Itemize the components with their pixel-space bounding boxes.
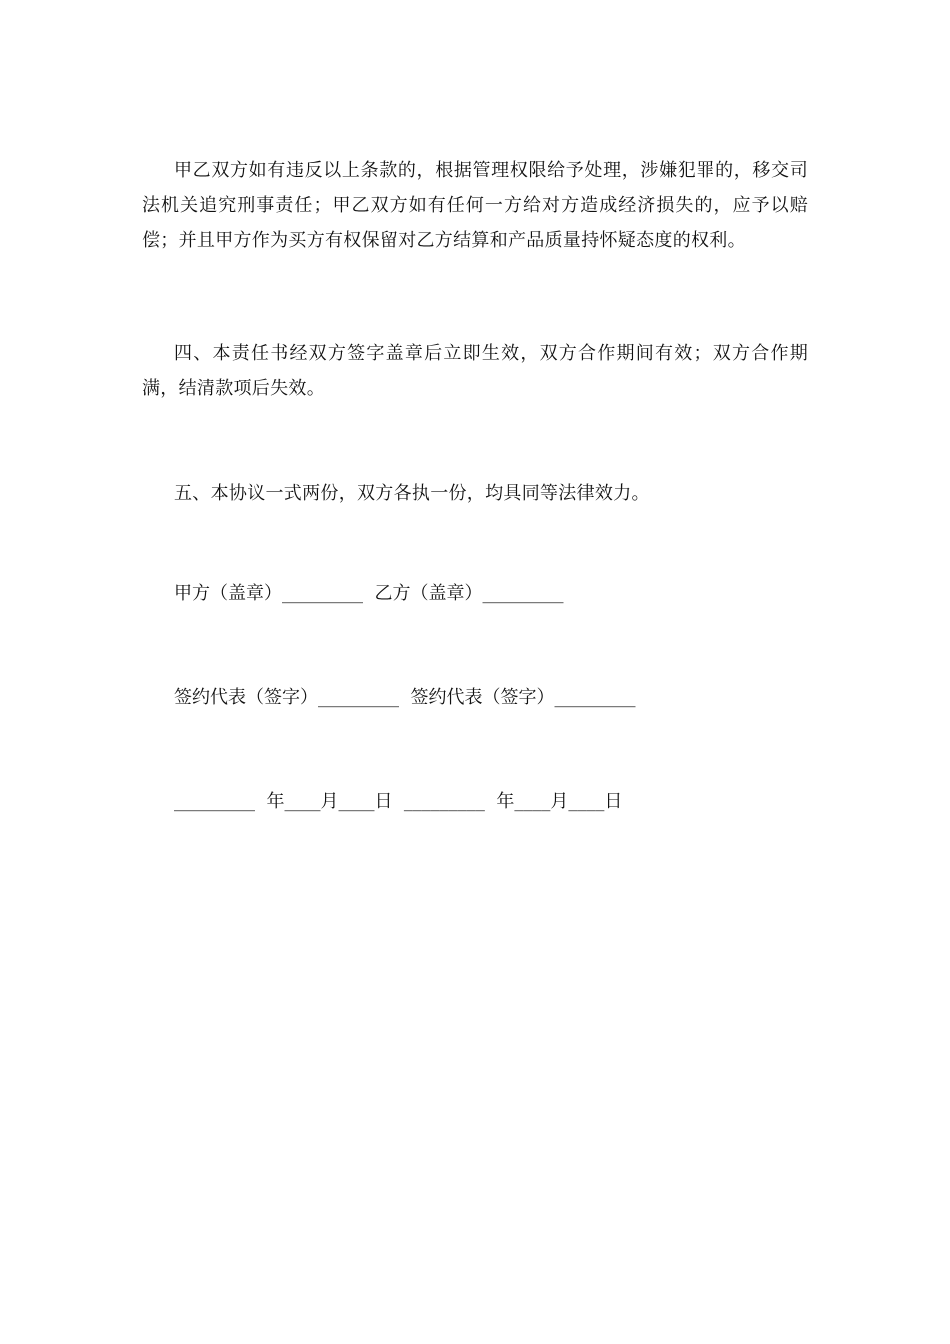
date-signature-line: _________ 年____月____日 _________ 年____月____日	[174, 791, 623, 812]
seal-signature-line: 甲方（盖章）_________ 乙方（盖章）_________	[174, 583, 564, 604]
paragraph-penalty-clause: 甲乙双方如有违反以上条款的，根据管理权限给予处理，涉嫌犯罪的，移交司法机关追究刑事责任；甲乙双方如有任何一方给对方造成经济损失的，应予以赔偿；并且甲方作为买方有权保留对乙方结算和产品质量持怀疑态度的权利。	[142, 160, 808, 251]
representative-signature-line: 签约代表（签字）_________ 签约代表（签字）_________	[174, 687, 636, 708]
paragraph-clause-five: 五、本协议一式两份，双方各执一份，均具同等法律效力。	[174, 483, 650, 504]
paragraph-clause-four: 四、本责任书经双方签字盖章后立即生效，双方合作期间有效；双方合作期满，结清款项后失效。	[142, 343, 808, 399]
